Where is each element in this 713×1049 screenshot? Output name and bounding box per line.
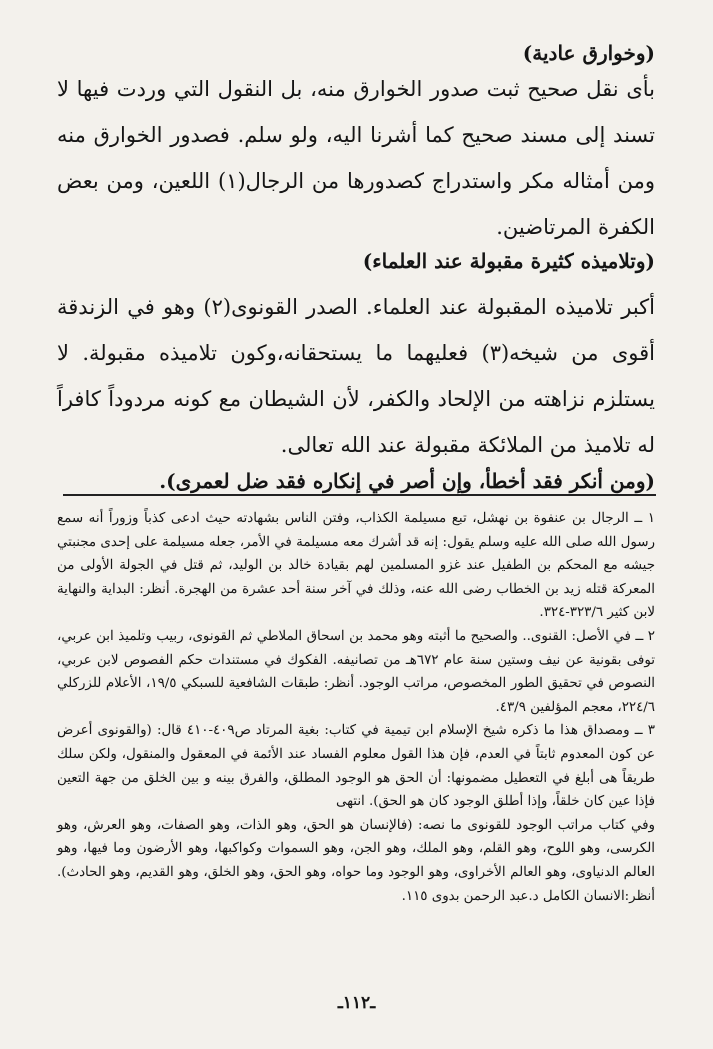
paragraph-2: أكبر تلاميذه المقبولة عند العلماء. الصدر القونوى(٢) وهو في الزندقة أقوى من شيخه(٣) فعليهما ما يستحقانه،وكون تلاميذه مقبولة. لا يستلزم نزاهته من الإلحاد والكفر، لأن الشيطان مع كونه مردوداً كافراً له تلاميذ من الملائكة مقبولة عند الله تعالى. (57, 295, 655, 457)
footnote-2: ٢ ــ في الأصل: القنوى.. والصحيح ما أثبته وهو محمد بن اسحاق الملاطي ثم القونوى، ربيب وتلميذ ابن عربي، توفى بقونية عن نيف وستين سنة عام ٦٧٢هـ من تصانيفه. الفكوك في مستندات حكم الفصوص لابن عربي، النصوص في تحقيق الطور المخصوص، مراتب الوجود. أنظر: طبقات الشافعية للسبكي ١٩/٥، الأعلام للزركلي ٢٢٤/٦، معجم المؤلفين ٤٣/٩. (57, 628, 655, 715)
page-number (0, 993, 713, 1013)
footnote-1: ١ ــ الرجال بن عنفوة بن نهشل، تبع مسيلمة الكذاب، وفتن الناس بشهادته حيث ادعى كذباً وزوراً أنه سمع رسول الله صلى الله عليه وسلم يقول: إنه قد أشرك معه مسيلمة في الأمر، جعله مسيلمة على إحدى مجنبتي جيشه مع المحكم بن الطفيل عند غزو المسلمين لهم بقيادة خالد بن الوليد، ثم قتل في الجولة الأولى من المعركة قتله زيد بن الخطاب رضى الله عنه، وذلك في آخر سنة أحد عشرة من الهجرة. أنظر: البداية والنهاية لابن كثير ٣٢٣/٦-٣٢٤. (57, 511, 655, 621)
footnote-divider (63, 494, 656, 496)
footnote-3-continued: وفي كتاب مراتب الوجود للقونوى ما نصه: (فالإنسان هو الحق، وهو الذات، وهو الصفات، وهو العرش، وهو الكرسى، وهو اللوح، وهو القلم، وهو الملك، وهو الجن، وهو السموات وكواكبها، وهو الأرضون وما فيها، وهو العالم الدنياوى، وهو العالم الأخراوى، وهو الوجود وما حواه، وهو الحق، وهو الخلق، وهو القديم، وهو الحادث). أنظر:الانسان الكامل د.عبد الرحمن بدوى ١١٥. (57, 817, 655, 904)
footnotes-section (57, 507, 655, 908)
paragraph-1: بأى نقل صحيح ثبت صدور الخوارق منه، بل النقول التي وردت فيها لا تسند إلى مسند صحيح كما أشرنا اليه، ولو سلم. فصدور الخوارق منه ومن أمثاله مكر واستدراج كصدورها من الرجال(١) اللعين، ومن بعض الكفرة المرتاضين. (57, 77, 655, 239)
section-heading-extraordinary: (وخوارق عادية) (522, 41, 655, 65)
section-heading-students: (وتلاميذه كثيرة مقبولة عند العلماء) (362, 249, 655, 273)
section-heading-denial: (ومن أنكر فقد أخطأ، وإن أصر في إنكاره فقد ضل لعمرى). (159, 469, 655, 493)
page-number-text: ـ١١٢ـ (337, 993, 376, 1013)
footnote-3: ٣ ــ ومصداق هذا ما ذكره شيخ الإسلام ابن تيمية في كتاب: بغية المرتاد ص٤٠٩-٤١٠ قال: (والقونوى أعرض عن كون المعدوم ثابتاً في العدم، فإن هذا القول معلوم الفساد عند الأئمة في المعقول والمنقول، ولكن سلك طريقاً هى أبلغ في التعطيل مضمونها: أن الحق هو الوجود المطلق، والفرق بينه و بين الخلق من جهة التعين فإذا عين كان خلقاً، وإذا أطلق الوجود كان هو الحق). انتهى (57, 723, 655, 810)
